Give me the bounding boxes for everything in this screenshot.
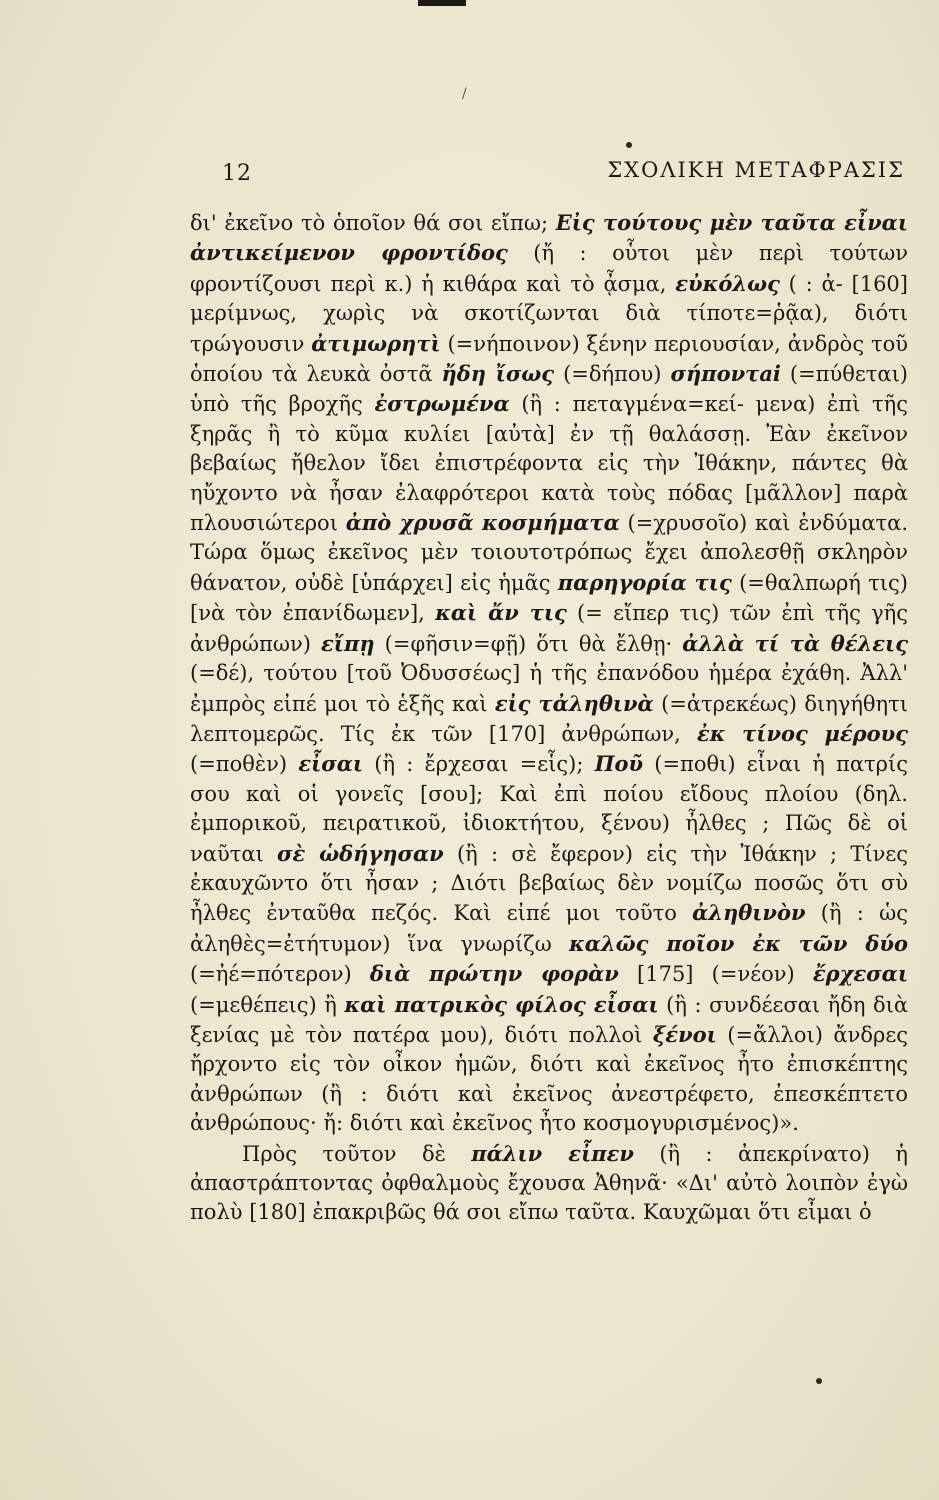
text-run: Πρὸς τοῦτον δὲ	[242, 1141, 472, 1166]
text-run: (=χρυσοῖο) καὶ ἐνδύματα. Τώρα ὅμως ἐκεῖνος μὲν τοιουτοτρόπως ἔχει ἀπολεσθῇ σκληρὸν θάνατον, οὐδὲ [ὑπάρχει] εἰς ἡμᾶς	[190, 511, 908, 595]
emphasized-phrase: παρηγορία τις	[557, 569, 732, 595]
emphasized-phrase: εἴπῃ	[321, 630, 375, 656]
emphasized-phrase: ἐστρωμένα	[374, 391, 510, 417]
text-run: (=μεθέπεις) ἢ	[190, 992, 345, 1017]
emphasized-phrase: καλῶς ποῖον ἐκ τῶν δύο	[569, 930, 908, 956]
emphasized-phrase: εἶσαι	[298, 751, 364, 777]
emphasized-phrase: πάλιν εἶπεν	[471, 1140, 634, 1166]
emphasized-phrase: διὰ πρώτην φορὰν	[369, 961, 619, 987]
text-run: (=νήποινον) ξένην περιουσίαν, ἀνδρὸς τοῦ ὁποίου τὰ λευκὰ ὀστᾶ	[190, 331, 908, 387]
scan-edge-mark	[418, 0, 466, 6]
text-run: (=ποθι) εἶναι ἡ πατρίς σου καὶ οἱ γονεῖς [σου]; Καὶ ἐπὶ ποίου εἴδους πλοίου (δηλ. ἐμπορικοῦ, πειρατικοῦ, ἰδιοκτήτου, ξένου) ἦλθες ; Πῶς δὲ οἱ ναῦται	[190, 752, 909, 866]
text-run: (=πύθεται) ὑπὸ τῆς βροχῆς	[190, 362, 908, 417]
pencil-tick-mark: /	[462, 86, 467, 102]
text-run: (ἢ : πεταγμένα=κεί- μενα) ἐπὶ τῆς ξηρᾶς ἢ τὸ κῦμα κυλίει [αὐτὰ] ἐν τῇ θαλάσσῃ. Ἐὰν ἐκεῖνον βεβαίως ἤθελον ἴδει ἐπιστρέφοντα εἰς τὴν Ἰθάκην, πάντες θὰ ηὔχοντο νὰ ἦσαν ἐλαφρότεροι κατὰ τοὺς πόδας [μᾶλλον] παρὰ πλουσιώτεροι	[190, 392, 908, 536]
emphasized-phrase: εἰς τἀληθινὰ	[494, 690, 654, 716]
text-run: [175] (=νέον)	[618, 962, 813, 987]
emphasized-phrase: ἀτιμωρητὶ	[311, 330, 441, 356]
body-text	[190, 208, 908, 1228]
emphasized-phrase: Ποῦ	[594, 751, 644, 777]
text-run: (ἢ : ἔρχεσαι =εἷς);	[363, 752, 595, 777]
emphasized-phrase: σήποντai	[670, 361, 781, 387]
text-run: (=δήπου)	[554, 362, 671, 387]
text-run: (=θαλπωρή τις) [νὰ τὸν ἐπανίδωμεν],	[190, 570, 908, 626]
emphasized-phrase: ἀληθινὸν	[692, 900, 806, 926]
text-run: (=δέ), τούτου [τοῦ Ὀδυσσέως] ἡ τῆς ἐπανόδου ἡμέρα ἐχάθη. Ἀλλ' ἐμπρὸς εἰπέ μοι τὸ ἑξῆς καὶ	[190, 661, 908, 716]
text-run: ( : ἀ- [160] μερίμνως, χωρὶς νὰ σκοτίζωνται διὰ τίποτε=ῥᾷα), διότι τρώγουσιν	[190, 271, 908, 356]
emphasized-phrase: Εἰς τούτους μὲν ταῦτα εἶναι ἀντικείμενον φροντίδος	[190, 210, 908, 266]
text-run: (= εἴπερ τις) τῶν ἐπὶ τῆς γῆς ἀνθρώπων)	[190, 601, 908, 656]
emphasized-phrase: ἀλλὰ τί τὰ θέλεις	[682, 630, 908, 656]
emphasized-phrase: ἔρχεσαι	[812, 961, 908, 987]
text-run: δι' ἐκεῖνο τὸ ὁποῖον θά σοι εἴπω;	[190, 211, 556, 235]
emphasized-phrase: σὲ ὡδήγησαν	[277, 840, 444, 866]
text-run: (=ἠέ=πότερον)	[190, 962, 370, 987]
text-run: (=φῆσιν=φῇ) ὅτι θὰ ἔλθῃ·	[374, 631, 683, 656]
text-run: (=ἄλλοι) ἄνδρες ἤρχοντο εἰς τὸν οἶκον ἡμῶν, διότι καὶ ἐκεῖνος ἦτο ἐπισκέπτης ἀνθρώπων (ἢ : διότι καὶ ἐκεῖνος ἀνεστρέφετο, ἐπεσκέπτετο ἀνθρώπους· ἤ: διότι καὶ ἐκεῖνος ἦτο κοσμογυρισμένος)».	[190, 1022, 908, 1136]
paragraph-1	[190, 208, 908, 1139]
emphasized-phrase: ξένοι	[652, 1021, 717, 1047]
paragraph-2	[190, 1139, 908, 1228]
emphasized-phrase: ἀπὸ χρυσᾶ κοσμήματα	[345, 510, 620, 536]
text-run: (=ποθὲν)	[190, 752, 299, 777]
text-run: (ἢ : συνδέεσαι ἤδη διὰ ξενίας μὲ τὸν πατέρα μου), διότι πολλοὶ	[190, 992, 909, 1047]
running-title: ΣΧΟΛΙΚΗ ΜΕΤΑΦΡΑΣΙΣ	[607, 158, 905, 182]
emphasized-phrase: ἤδη ἴσως	[441, 361, 555, 387]
text-run: (ἢ : ἀπεκρίνατο) ἡ ἀπαστράπτοντας ὀφθαλμοὺς ἔχουσα Ἀθηνᾶ· «Δι' αὐτὸ λοιπὸν ἐγὼ πολὺ [180] ἐπακριβῶς θά σοι εἴπω ταῦτα. Καυχῶμαι ὅτι εἶμαι ὁ	[190, 1141, 908, 1225]
ink-dot	[816, 1378, 822, 1384]
page-number: 12	[222, 161, 252, 186]
text-run: (ἢ : ὡς ἀληθὲς=ἐτήτυμον) ἵνα γνωρίζω	[190, 901, 908, 956]
text-run: (=ἀτρεκέως) διηγήθητι λεπτομερῶς. Τίς ἐκ τῶν [170] ἀνθρώπων,	[190, 691, 908, 746]
emphasized-phrase: καὶ πατρικὸς φίλος εἶσαι	[344, 991, 659, 1017]
emphasized-phrase: καὶ ἄν τις	[435, 600, 567, 626]
emphasized-phrase: εὐκόλως	[675, 270, 780, 296]
text-run: (ἢ : σὲ ἔφερον) εἰς τὴν Ἰθάκην ; Τίνες ἐκαυχῶντο ὅτι ἦσαν ; Διότι βεβαίως δὲν νομίζω ποσῶς ὅτι σὺ ἦλθες ἐνταῦθα πεζός. Καὶ εἰπέ μοι τοῦτο	[190, 841, 908, 926]
emphasized-phrase: ἐκ τίνος μέρους	[696, 720, 908, 746]
ink-dot	[626, 142, 632, 148]
text-run: (ἤ : οὗτοι μὲν περὶ τούτων φροντίζουσι περὶ κ.) ἡ κιθάρα καὶ τὸ ᾆσμα,	[190, 241, 908, 296]
